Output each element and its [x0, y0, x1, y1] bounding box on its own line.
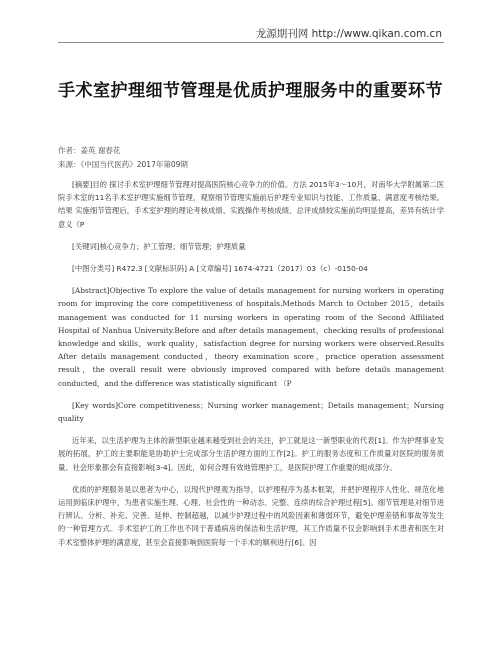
classification-line: [中图分类号] R472.3 [文献标识码] A [文章编号] 1674-4721（2017）03（c）-0150-04 [72, 264, 368, 274]
keywords-cn: [关键词]核心竞争力；护工管理；细节管理；护理质量 [72, 241, 246, 251]
article-title: 手术室护理细节管理是优质护理服务中的重要环节 [58, 81, 443, 101]
abstract-cn: [摘要]目的 探讨手术室护理细节管理对提高医院核心竞争力的价值。方法 2015年3～10月，对南华大学附属第二医院手术室的11名手术室护理实施细节管理，观察细节管理实施前后护理专业知识与技能、工作质量、满意度考核结果。结果 实施细节管理后，手术室护理的理论考核成绩、实践操作考核成绩、总评成绩较实施前均明显提高，差异有统计学意义（P [58, 180, 444, 229]
article-body [58, 178, 444, 558]
body-paragraph: 优质的护理服务是以患者为中心，以现代护理观为指导，以护理程序为基本框架，并把护理程序人性化、规范化地运用到临床护理中，为患者实施生理、心理、社会性的一种动态、完整、连续的综合护理过程[5]。细节管理是对细节进行辨认、分析、补充、完善、延伸、控制超越，以减少护理过程中的风险因素和薄弱环节，避免护理差错和事故等发生的一种管理方式。手术室护工的工作也不同于普通病房的保洁和生活护理，其工作质量不仅会影响到手术患者和医生对手术室整体护理的满意度，甚至会直接影响到医院每一个手术的顺利进行[6]。因 [58, 484, 444, 547]
article-source: 来源：《中国当代医药》2017年第09期 [58, 160, 188, 169]
header-divider [58, 42, 444, 43]
keywords-en: [Key words]Core competitiveness；Nursing worker management；Details management；Nursing quality [58, 400, 444, 424]
abstract-en: [Abstract]Objective To explore the value of details management for nursing workers in operating room for improving the core competitiveness of hospitals.Methods March to October 2015，details management was conducted for 11 nursing workers in operating room of the Second Affiliated Hospital of Nanhua University.Before and after details management，checking results of professional knowledge and skills，work quality，satisfaction degree for nursing workers were observed.Results After details management conducted，theory examination score，practice operation assessment result，the overall result were obviously improved compared with before details management conducted，and the difference was statistically significant （P [58, 286, 444, 388]
journal-site-header[interactable]: 龙源期刊网 http://www.qikan.com.cn [255, 28, 442, 40]
body-paragraph: 近年来，以生活护理为主体的新型职业越来越受到社会的关注，护工就是这一新型职业的代表[1]。作为护理事业发展的拓展，护工的主要职能是协助护士完成部分生活护理方面的工作[2]。护工的服务态度和工作质量对医院的服务质量、社会形象都会有直接影响[3-4]。因此，如何合理有效地管理护工，是医院护理工作重要的组成部分。 [58, 436, 444, 472]
article-authors: 作者：姜英 谢春花 [58, 146, 121, 155]
